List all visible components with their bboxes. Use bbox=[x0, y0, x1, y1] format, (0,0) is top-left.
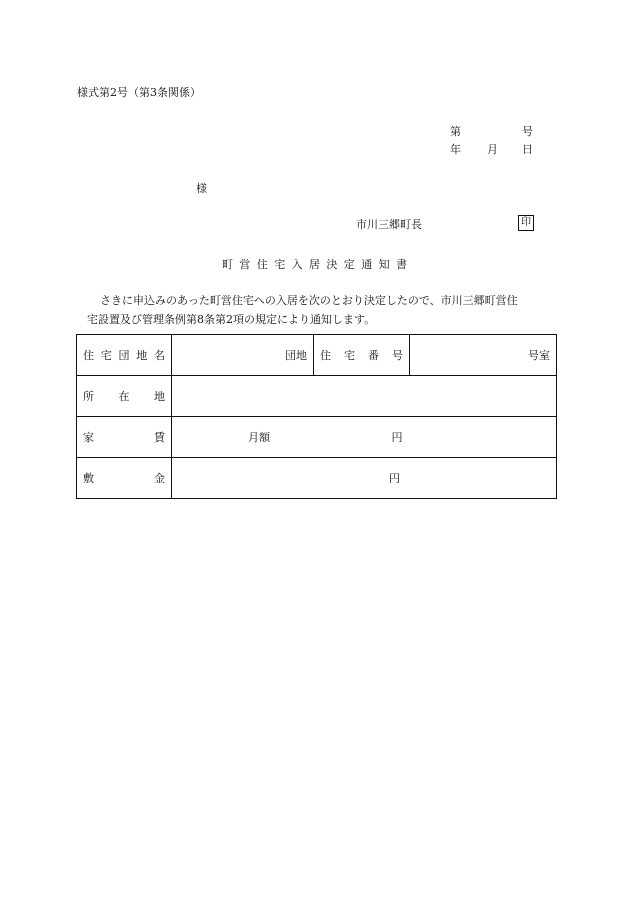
table-row bbox=[77, 376, 557, 417]
complex-name-value-cell[interactable] bbox=[172, 335, 314, 376]
document-number-prefix: 第 bbox=[450, 125, 461, 138]
complex-name-label-cell: 住 宅 団 地 名 bbox=[77, 335, 172, 376]
unit-number-label-cell: 住 宅 番 号 bbox=[314, 335, 410, 376]
table-row bbox=[77, 417, 557, 458]
complex-unit: 団地 bbox=[285, 349, 307, 362]
issuer-name: 市川三郷町長 bbox=[356, 218, 422, 231]
yen-unit: 円 bbox=[389, 472, 400, 485]
document-title: 町営住宅入居決定通知書 bbox=[222, 258, 414, 271]
document-number-suffix: 号 bbox=[522, 125, 533, 138]
body-text-line-1: さきに申込みのあった町営住宅への入居を次のとおり決定したので、市川三郷町営住 bbox=[100, 294, 518, 307]
body-text-line-2: 宅設置及び管理条例第8条第2項の規定により通知します。 bbox=[87, 313, 376, 326]
form-number-label: 様式第2号（第3条関係） bbox=[77, 86, 201, 99]
date-day-label: 日 bbox=[522, 143, 533, 156]
monthly-amount-label: 月額 bbox=[248, 431, 270, 444]
addressee-honorific: 様 bbox=[196, 182, 207, 195]
table-row bbox=[77, 335, 557, 376]
table-row bbox=[77, 458, 557, 499]
location-value-cell[interactable] bbox=[172, 376, 557, 417]
date-month-label: 月 bbox=[487, 143, 498, 156]
deposit-value-cell[interactable] bbox=[172, 458, 557, 499]
rent-label-cell: 家 賃 bbox=[77, 417, 172, 458]
date-year-label: 年 bbox=[450, 143, 461, 156]
seal-box: 印 bbox=[518, 215, 534, 231]
notice-table bbox=[76, 334, 557, 499]
room-unit: 号室 bbox=[528, 349, 550, 362]
location-label-cell: 所 在 地 bbox=[77, 376, 172, 417]
unit-number-value-cell[interactable] bbox=[410, 335, 557, 376]
yen-unit: 円 bbox=[391, 431, 403, 444]
rent-value-cell[interactable] bbox=[172, 417, 557, 458]
deposit-label-cell: 敷 金 bbox=[77, 458, 172, 499]
